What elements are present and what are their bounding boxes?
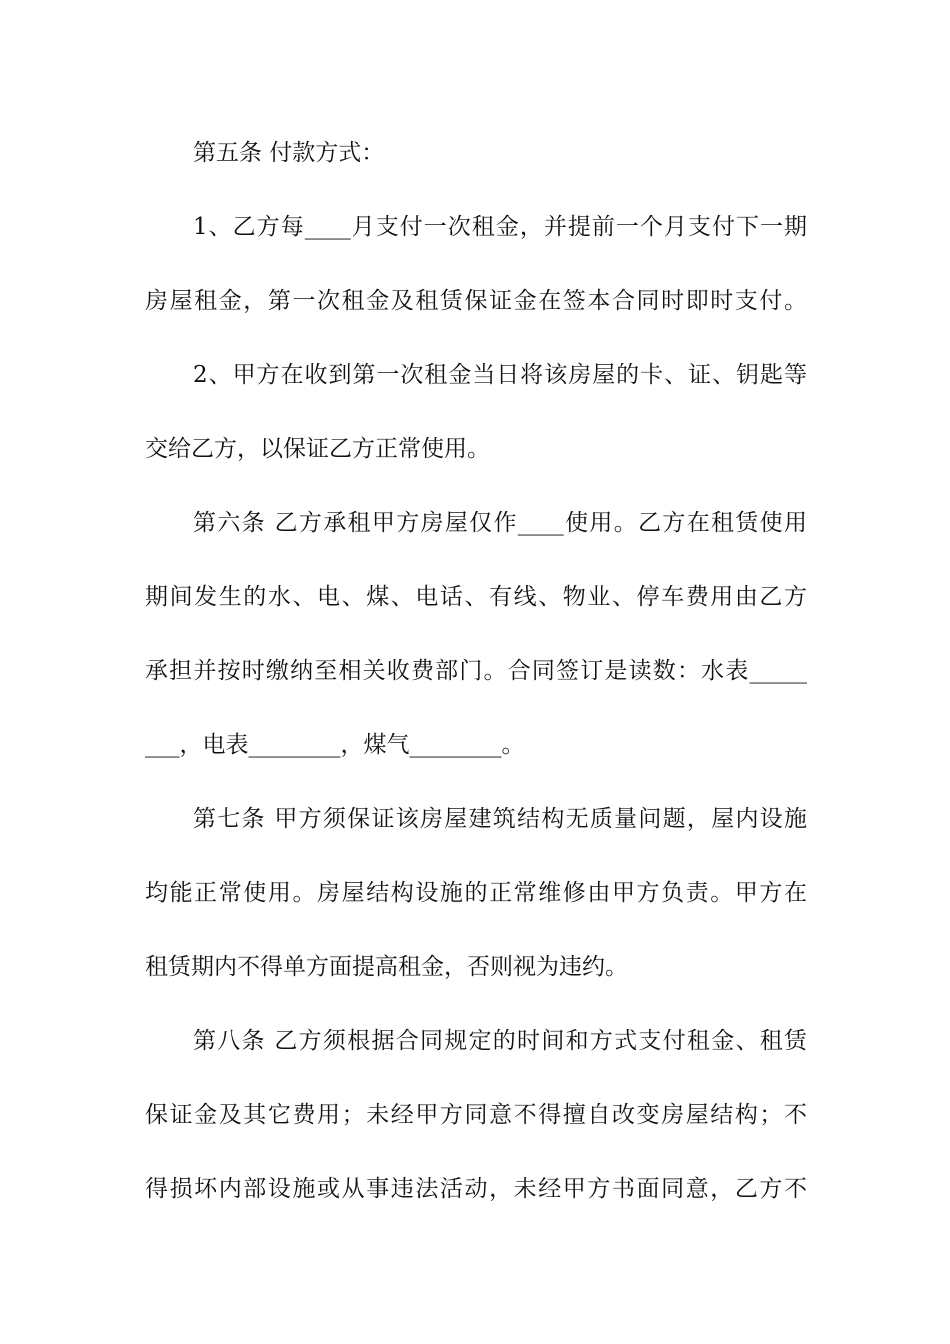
article-7-line-3: 租赁期内不得单方面提高租金，否则视为违约。 [145,954,628,980]
article-5-item-1-line-1: 1、乙方每____月支付一次租金，并提前一个月支付下一期 [193,214,807,240]
article-6-line-3: 承担并按时缴纳至相关收费部门。合同签订是读数：水表_____ [145,658,807,684]
article-5-item-2-line-1: 2、甲方在收到第一次租金当日将该房屋的卡、证、钥匙等 [193,362,807,388]
article-5-item-1-line-2: 房屋租金，第一次租金及租赁保证金在签本合同时即时支付。 [145,288,807,314]
article-6-line-4: ___，电表________，煤气________。 [145,732,525,758]
article-8-line-1: 第八条 乙方须根据合同规定的时间和方式支付租金、租赁 [193,1028,807,1054]
article-8-line-3: 得损坏内部设施或从事违法活动，未经甲方书面同意，乙方不 [145,1176,807,1202]
article-5-item-2-line-2: 交给乙方，以保证乙方正常使用。 [145,436,490,462]
article-7-line-2: 均能正常使用。房屋结构设施的正常维修由甲方负责。甲方在 [145,880,807,906]
article-5-heading: 第五条 付款方式： [193,140,385,166]
article-8-line-2: 保证金及其它费用；未经甲方同意不得擅自改变房屋结构；不 [145,1102,807,1128]
document-body [145,116,807,1226]
article-6-line-2: 期间发生的水、电、煤、电话、有线、物业、停车费用由乙方 [145,584,807,610]
article-7-line-1: 第七条 甲方须保证该房屋建筑结构无质量问题，屋内设施 [193,806,807,832]
article-6-line-1: 第六条 乙方承租甲方房屋仅作____使用。乙方在租赁使用 [193,510,807,536]
